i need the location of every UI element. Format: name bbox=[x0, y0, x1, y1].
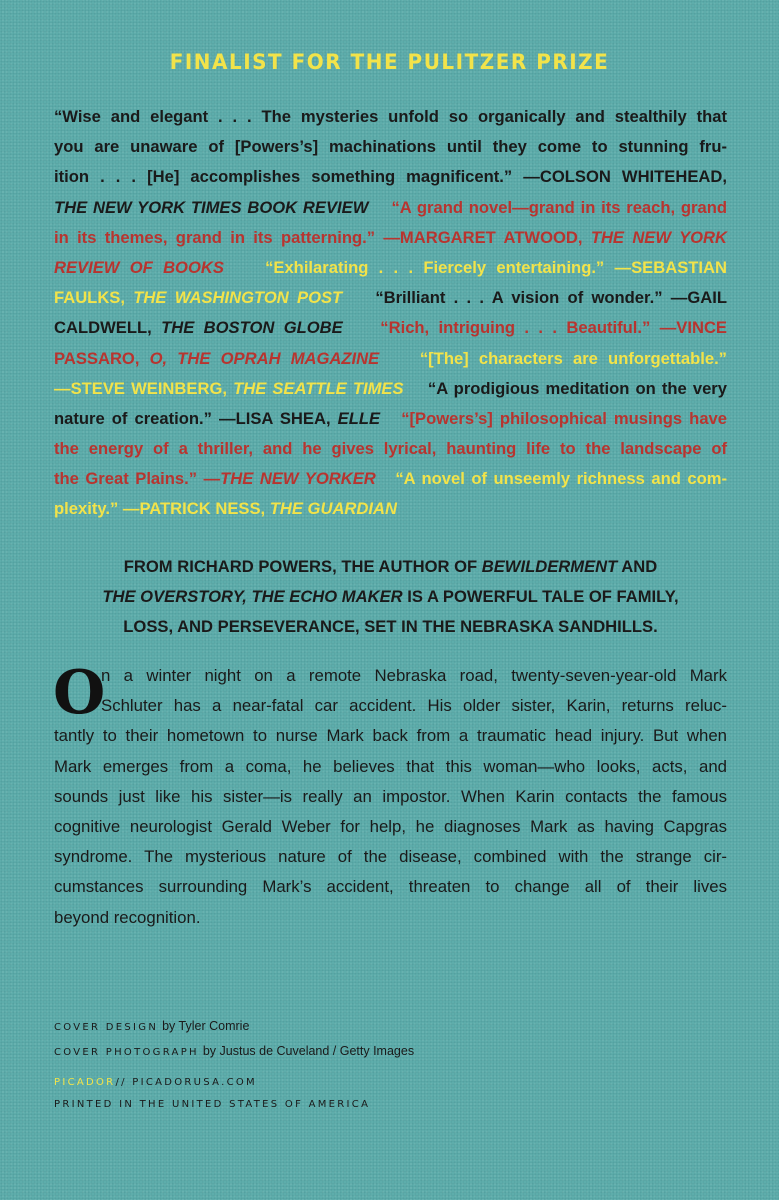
praise-line bbox=[54, 132, 727, 162]
praise-quotes bbox=[54, 102, 727, 525]
drop-cap: O bbox=[53, 658, 106, 728]
cover-design-label: COVER DESIGN bbox=[54, 1022, 159, 1033]
description-line: tantly to their hometown to nurse Mark back from a traumatic head injury. But when bbox=[54, 726, 727, 746]
book-title: BEWILDERMENT bbox=[481, 557, 618, 576]
description-line: Mark emerges from a coma, he believes that this woman—who looks, acts, and bbox=[54, 756, 727, 776]
description-line: cognitive neurologist Gerald Weber for help, he diagnoses Mark as having Capgras bbox=[54, 816, 727, 836]
quote-text: “A grand novel—grand in its reach, grand bbox=[391, 197, 727, 217]
praise-line bbox=[54, 193, 727, 223]
publication-name: REVIEW OF BOOKS bbox=[54, 257, 224, 277]
quote-text: the energy of a thriller, and he gives lyrical, haunting life to the landscape of bbox=[54, 439, 727, 459]
praise-line bbox=[54, 313, 727, 343]
quote-text bbox=[376, 469, 396, 488]
publisher-line bbox=[54, 1075, 414, 1097]
printed-in: PRINTED IN THE UNITED STATES OF AMERICA bbox=[54, 1099, 371, 1110]
quote-text: PASSARO, bbox=[54, 348, 150, 368]
description-line: beyond recognition. bbox=[54, 907, 201, 927]
praise-line bbox=[54, 253, 727, 283]
publication-name: THE NEW YORK TIMES BOOK REVIEW bbox=[54, 197, 369, 217]
praise-line bbox=[54, 283, 727, 313]
quote-text: in its themes, grand in its patterning.” —MARGARET ATWOOD, bbox=[54, 227, 591, 247]
description-line: sounds just like his sister—is really an impostor. When Karin contacts the famous bbox=[54, 786, 727, 806]
headline-finalist: FINALIST FOR THE PULITZER PRIZE bbox=[169, 50, 610, 74]
description-line: syndrome. The mysterious nature of the disease, combined with the strange cir- bbox=[54, 847, 727, 867]
book-title: THE OVERSTORY, THE ECHO MAKER bbox=[102, 587, 403, 607]
quote-text bbox=[379, 349, 420, 368]
summary-line bbox=[54, 582, 727, 612]
cover-design-by: by Tyler Comrie bbox=[162, 1019, 250, 1033]
quote-text bbox=[343, 318, 381, 337]
praise-line bbox=[54, 464, 727, 494]
praise-line bbox=[54, 404, 727, 434]
quote-text: FAULKS, bbox=[54, 288, 134, 308]
quote-text: “Brilliant . . . A vision of wonder.” —GAIL bbox=[375, 288, 727, 308]
cover-photo-credit bbox=[54, 1042, 414, 1067]
quote-text: CALDWELL, bbox=[54, 318, 162, 338]
quote-text: “Rich, intriguing . . . Beautiful.” —VINCE bbox=[380, 318, 727, 338]
credits bbox=[54, 1017, 414, 1119]
summary-line bbox=[54, 552, 727, 582]
quote-text: plexity.” —PATRICK NESS, bbox=[54, 499, 270, 519]
publication-name: THE NEW YORK bbox=[590, 227, 728, 247]
quote-text: “[Powers’s] philosophical musings have bbox=[401, 408, 728, 428]
quote-text: you are unaware of [Powers’s] machinations until they come to stunning fru- bbox=[54, 137, 727, 157]
publication-name: THE WASHINGTON POST bbox=[133, 288, 343, 308]
publication-name: THE BOSTON GLOBE bbox=[161, 318, 343, 338]
quote-text bbox=[404, 379, 428, 398]
summary-text: AND bbox=[617, 557, 658, 576]
cover-photo-by: by Justus de Cuveland / Getty Images bbox=[202, 1044, 415, 1058]
book-description bbox=[53, 658, 727, 933]
quote-text: the Great Plains.” — bbox=[54, 469, 221, 489]
quote-text: “A novel of unseemly richness and com- bbox=[395, 469, 727, 489]
praise-line bbox=[54, 494, 727, 524]
cover-design-credit bbox=[54, 1017, 414, 1042]
publisher-url[interactable]: // PICADORUSA.COM bbox=[115, 1077, 257, 1088]
praise-line bbox=[54, 374, 727, 404]
publication-name: THE GUARDIAN bbox=[269, 499, 397, 519]
quote-text bbox=[342, 288, 375, 307]
publication-name: O, THE OPRAH MAGAZINE bbox=[149, 348, 380, 368]
quote-text bbox=[224, 258, 265, 277]
description-line: cumstances surrounding Mark’s accident, threaten to change all of their lives bbox=[54, 877, 727, 897]
summary-text: LOSS, AND PERSEVERANCE, SET IN THE NEBRASKA SANDHILLS. bbox=[123, 617, 658, 637]
praise-line bbox=[54, 344, 727, 374]
description-line: Schluter has a near-fatal car accident. His older sister, Karin, returns reluc- bbox=[101, 696, 727, 716]
quote-text: “[The] characters are unforgettable.” bbox=[419, 348, 727, 368]
quote-text: “Wise and elegant . . . The mysteries unfold so organically and stealthily that bbox=[54, 107, 727, 126]
praise-line bbox=[54, 102, 727, 132]
quote-text: ition . . . [He] accomplishes something magnificent.” —COLSON WHITEHEAD, bbox=[54, 167, 727, 187]
book-summary-headline bbox=[54, 552, 727, 643]
cover-photo-label: COVER PHOTOGRAPH bbox=[54, 1047, 199, 1058]
summary-text: IS A POWERFUL TALE OF FAMILY, bbox=[402, 587, 679, 607]
praise-line bbox=[54, 223, 727, 253]
summary-text: FROM RICHARD POWERS, THE AUTHOR OF bbox=[123, 557, 482, 576]
publication-name: THE NEW YORKER bbox=[220, 469, 376, 489]
praise-line bbox=[54, 162, 727, 192]
quote-text bbox=[380, 409, 401, 428]
quote-text bbox=[368, 198, 391, 217]
quote-text: “Exhilarating . . . Fiercely entertaining.” —SEBASTIAN bbox=[265, 257, 727, 277]
publication-name: THE SEATTLE TIMES bbox=[233, 378, 404, 398]
publisher-logo-text: PICADOR bbox=[54, 1077, 116, 1088]
summary-line bbox=[54, 612, 727, 642]
quote-text: —STEVE WEINBERG, bbox=[54, 378, 234, 398]
description-line: n a winter night on a remote Nebraska road, twenty-seven-year-old Mark bbox=[101, 666, 727, 685]
publication-name: ELLE bbox=[337, 408, 381, 428]
quote-text: nature of creation.” —LISA SHEA, bbox=[54, 408, 338, 428]
quote-text: “A prodigious meditation on the very bbox=[427, 378, 727, 398]
praise-line bbox=[54, 434, 727, 464]
